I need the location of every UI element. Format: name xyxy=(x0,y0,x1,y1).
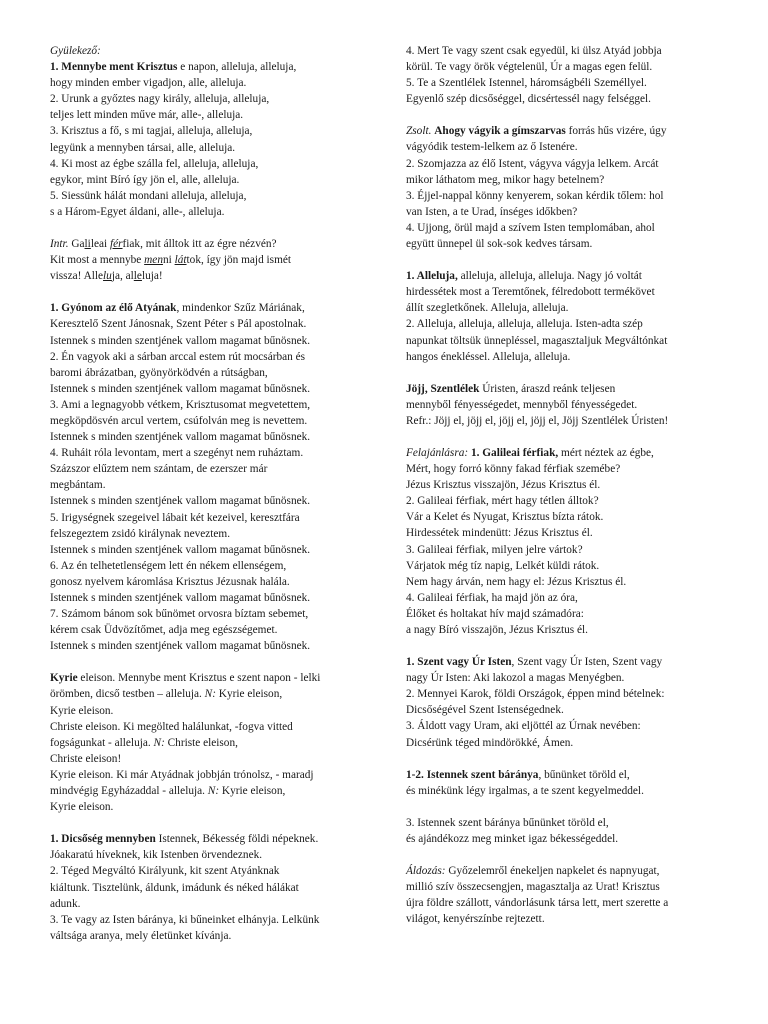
text-line xyxy=(50,606,377,622)
text-run: Vár a Kelet és Nyugat, Krisztus bízta rátok. xyxy=(406,511,604,524)
text-run: váltsága aranya, mely életünket kívánja. xyxy=(50,929,232,942)
text-run: Kyrie xyxy=(50,672,78,685)
text-line xyxy=(50,91,377,107)
text-run: hogy minden ember vigadjon, alle, alleluja. xyxy=(50,77,247,90)
text-run: ni xyxy=(162,254,175,267)
text-line xyxy=(406,204,722,220)
text-run: 2. Én vagyok aki a sárban arccal estem rút mocsárban és xyxy=(50,350,306,363)
text-line xyxy=(406,863,722,879)
text-block xyxy=(406,863,722,927)
text-run: 4. Ujjong, örül majd a szívem Isten templomában, ahol xyxy=(406,221,655,234)
text-run: e napon, alleluja, alleluja, xyxy=(177,61,297,74)
text-run: millió szív összecsengjen, magasztalja az Urat! Krisztus xyxy=(406,881,660,894)
text-line xyxy=(50,686,377,702)
text-run: Istennek s minden szentjének vallom magamat bűnösnek. xyxy=(50,382,311,395)
text-run: hirdessétek most a Teremtőnek, félredobott termékövet xyxy=(406,286,655,299)
text-run: leai xyxy=(90,238,110,251)
text-run: Dicsérünk téged mindörökké, Ámen. xyxy=(406,736,574,749)
text-run: Várjatok még tíz napig, Lelkét küldi rátok. xyxy=(406,559,600,572)
text-run: Gyülekező: xyxy=(50,45,101,57)
text-line xyxy=(406,381,722,397)
text-line xyxy=(406,172,722,188)
text-run: 4. Ki most az égbe szálla fel, alleluja, alleluja, xyxy=(50,157,259,170)
text-run: 1. Galileai férfiak, xyxy=(470,446,559,459)
text-run: lát xyxy=(174,254,187,267)
text-run: luja! xyxy=(141,270,163,283)
text-run: 1. Gyónom az élő Atyának xyxy=(50,302,177,315)
text-line xyxy=(406,509,722,525)
text-line xyxy=(406,477,722,493)
text-run: 1. Dicsőség mennyben xyxy=(50,833,156,846)
text-run: Mért, hogy forró könny fakad férfiak szemébe? xyxy=(406,463,621,476)
text-line xyxy=(50,863,377,879)
text-run: örömben, dicső testben – alleluja. xyxy=(50,688,205,701)
text-run: 4. Ruháit róla levontam, mert a szegényt nem ruháztam. xyxy=(50,447,304,460)
text-block xyxy=(406,445,722,638)
text-line xyxy=(50,140,377,156)
text-run: Intr. xyxy=(50,238,69,251)
text-line xyxy=(406,622,722,638)
text-line xyxy=(50,928,377,944)
text-block xyxy=(406,654,722,751)
text-run: Jézus Krisztus visszajön, Jézus Krisztus él. xyxy=(406,479,601,492)
text-line xyxy=(406,590,722,606)
text-run: eleison. Mennybe ment Krisztus e szent napon - lelki xyxy=(77,672,321,685)
text-line xyxy=(406,831,722,847)
text-line xyxy=(406,316,722,332)
text-run: kérem csak Üdvözítőmet, adja meg egészségemet. xyxy=(50,624,278,637)
text-run: egykor, mint Bíró így jön el, alle, alleluja. xyxy=(50,173,240,186)
text-line xyxy=(50,413,377,429)
text-line xyxy=(50,574,377,590)
text-run: li xyxy=(84,238,91,251)
text-run: vissza! Alle xyxy=(50,270,104,283)
text-line xyxy=(406,349,722,365)
text-line xyxy=(50,558,377,574)
text-run: Ahogy vágyik a gímszarvas xyxy=(434,125,566,138)
text-block xyxy=(50,670,377,815)
text-line xyxy=(406,188,722,204)
text-line xyxy=(50,316,377,332)
text-run: és ajándékozz meg minket igaz békességeddel. xyxy=(406,832,619,845)
text-line xyxy=(406,670,722,686)
text-run: Győzelemről énekeljen napkelet és napnyugat, xyxy=(445,865,660,878)
text-run: , mindenkor Szűz Máriának, xyxy=(176,302,305,315)
text-run: le xyxy=(133,270,142,283)
text-run: alleluja, alleluja, alleluja. Nagy jó voltát xyxy=(457,270,642,283)
text-run: világot, kenyérszínbe rejtezett. xyxy=(406,913,545,926)
text-run: Kyrie eleison. xyxy=(50,801,114,814)
text-line xyxy=(406,911,722,927)
text-run: Kyrie eleison, xyxy=(219,785,286,798)
text-line xyxy=(50,912,377,928)
text-line xyxy=(50,719,377,735)
text-run: Kit most a mennybe xyxy=(50,254,145,267)
text-run: mindvégig Egyházaddal - alleluja. xyxy=(50,785,208,798)
text-run: Istennek s minden szentjének vallom magamat bűnösnek. xyxy=(50,334,311,347)
text-run: Istennek s minden szentjének vallom magamat bűnösnek. xyxy=(50,431,311,444)
text-line xyxy=(406,461,722,477)
text-run: Jóakaratú híveknek, kik Istenben örvendeznek. xyxy=(50,849,263,862)
text-line xyxy=(406,654,722,670)
text-run: Kyrie eleison. xyxy=(50,704,114,717)
text-line xyxy=(406,445,722,461)
text-run: 2. Mennyei Karok, földi Országok, éppen mind bételnek: xyxy=(406,688,665,701)
text-run: fér xyxy=(109,238,123,251)
text-run: men xyxy=(144,254,163,267)
text-line xyxy=(406,525,722,541)
text-line xyxy=(406,284,722,300)
text-run: Áldozás: xyxy=(406,865,446,878)
text-line xyxy=(406,895,722,911)
text-line xyxy=(406,300,722,316)
text-line xyxy=(50,847,377,863)
text-run: Keresztelő Szent Jánosnak, Szent Péter s Pál apostolnak. xyxy=(50,318,307,331)
text-line xyxy=(50,188,377,204)
text-run: Christe eleison, xyxy=(164,736,238,749)
text-line xyxy=(406,718,722,734)
text-line xyxy=(50,526,377,542)
text-run: 4. Galileai férfiak, ha majd jön az óra, xyxy=(406,591,578,604)
text-line xyxy=(50,670,377,686)
text-line xyxy=(50,107,377,123)
text-line xyxy=(50,156,377,172)
text-line xyxy=(50,896,377,912)
text-run: és minékünk légy irgalmas, a te szent kegyelmeddel. xyxy=(406,784,644,797)
text-run: Élőket és holtakat hív majd számadóra: xyxy=(406,607,584,620)
text-run: 3. Te vagy az Isten báránya, ki bűneinket elhányja. Lelkünk xyxy=(50,913,320,926)
text-run: 6. Az én telhetetlenségem lett én nékem ellenségem, xyxy=(50,559,287,572)
text-run: Christe eleison! xyxy=(50,752,122,765)
text-run: hangos énekléssel. Alleluja, alleluja. xyxy=(406,350,571,363)
text-run: Istennek s minden szentjének vallom magamat bűnösnek. xyxy=(50,592,311,604)
text-line xyxy=(406,220,722,236)
text-run: 3. Istennek szent báránya bűnünket töröld el, xyxy=(406,816,609,829)
text-line xyxy=(50,397,377,413)
text-block xyxy=(406,767,722,799)
text-line xyxy=(406,123,722,139)
text-line xyxy=(50,43,377,59)
text-run: mikor láthatom meg, mikor hagy betelnem? xyxy=(406,173,605,186)
text-run: 3. Áldott vagy Uram, aki eljöttél az Úrnak nevében: xyxy=(406,720,641,733)
text-line xyxy=(406,558,722,574)
text-line xyxy=(406,815,722,831)
text-run: Úristen, áraszd reánk teljesen xyxy=(479,382,616,395)
text-line xyxy=(50,429,377,445)
text-line xyxy=(50,831,377,847)
text-run: 1. Szent vagy Úr Isten xyxy=(406,656,512,669)
text-run: ja, al xyxy=(111,270,134,283)
text-run: Dicsőségével Szent Istenségednek. xyxy=(406,704,564,717)
text-line xyxy=(50,735,377,751)
text-line xyxy=(406,59,722,75)
text-run: kiáltunk. Tisztelünk, áldunk, imádunk és néked hálákat xyxy=(50,881,299,894)
text-line xyxy=(50,799,377,815)
text-block xyxy=(406,123,722,252)
text-line xyxy=(406,333,722,349)
text-run: 4. Mert Te vagy szent csak egyedül, ki ülsz Atyád jobbja xyxy=(406,45,662,57)
text-line xyxy=(50,493,377,509)
text-run: Hirdessétek mindenütt: Jézus Krisztus él. xyxy=(406,527,593,540)
text-line xyxy=(50,880,377,896)
text-run: Istennek s minden szentjének vallom magamat bűnösnek. xyxy=(50,543,311,556)
text-run: gonosz nyelvem káromlása Krisztus Jézusnak halála. xyxy=(50,575,290,588)
text-run: 1. Mennybe ment Krisztus xyxy=(50,61,178,74)
text-line xyxy=(50,381,377,397)
text-run: megköpdösvén arcul vertem, csúfolván meg is nevettem. xyxy=(50,414,308,427)
text-run: lu xyxy=(103,270,112,283)
text-run: együtt ünnepel ül sok-sok kedves társam. xyxy=(406,238,593,251)
text-run: Zsolt. xyxy=(406,125,432,138)
text-line xyxy=(50,268,377,284)
text-line xyxy=(50,703,377,719)
text-run: Christe eleison. Ki megölted halálunkat, -fogva vitted xyxy=(50,720,293,733)
text-run: s a Három-Egyet áldani, alle-, alleluja. xyxy=(50,205,225,218)
left-column xyxy=(50,43,377,960)
text-run: 1. Alleluja, xyxy=(406,270,458,283)
text-line xyxy=(50,236,377,252)
text-line xyxy=(406,75,722,91)
text-run: 5. Siessünk hálát mondani alleluja, alleluja, xyxy=(50,189,247,202)
text-run: , Szent vagy Úr Isten, Szent vagy xyxy=(511,656,663,669)
text-run: Kyrie eleison. Ki már Atyádnak jobbján trónolsz, - maradj xyxy=(50,768,314,781)
text-run: N: xyxy=(153,736,165,749)
text-run: nagy Úr Isten: Aki lakozol a magas Menyégben. xyxy=(406,672,625,685)
text-run: mennyből fényességedet, mennyből fényességedet. xyxy=(406,398,638,411)
text-line xyxy=(50,445,377,461)
text-line xyxy=(406,493,722,509)
text-line xyxy=(50,590,377,606)
text-line xyxy=(406,686,722,702)
text-line xyxy=(406,43,722,59)
text-run: fiak, mit álltok itt az égre nézvén? xyxy=(122,238,277,251)
text-line xyxy=(406,574,722,590)
text-line xyxy=(50,638,377,654)
text-line xyxy=(50,349,377,365)
text-run: 3. Krisztus a fő, s mi tagjai, alleluja, alleluja, xyxy=(50,125,253,138)
text-run: Istennek s minden szentjének vallom magamat bűnösnek. xyxy=(50,640,311,653)
text-block xyxy=(406,43,722,107)
text-line xyxy=(50,333,377,349)
text-run: a nagy Bíró visszajön, Jézus Krisztus él. xyxy=(406,624,588,636)
text-line xyxy=(406,735,722,751)
text-run: Egyenlő szép dicsőséggel, dicsértessél nagy felséggel. xyxy=(406,93,652,106)
text-line xyxy=(50,751,377,767)
text-line xyxy=(50,510,377,526)
text-run: körül. Te vagy örök végtelenül, Úr a magas egen felül. xyxy=(406,61,653,74)
text-run: állít szegletkőnek. Alleluja, alleluja. xyxy=(406,302,569,315)
text-run: forrás hűs vizére, úgy xyxy=(565,125,667,138)
text-block xyxy=(50,300,377,654)
text-run: N: xyxy=(207,785,220,798)
text-line xyxy=(406,91,722,107)
text-line xyxy=(406,767,722,783)
text-run: teljes lett minden műve már, alle-, alleluja. xyxy=(50,109,244,122)
text-block xyxy=(50,236,377,284)
text-line xyxy=(50,300,377,316)
text-block xyxy=(50,43,377,220)
text-run: 5. Irigységnek szegeivel lábait két kezeivel, keresztfára xyxy=(50,511,300,524)
text-run: Felajánlásra: xyxy=(406,446,469,459)
text-line xyxy=(50,59,377,75)
text-run: van Isten, a te Urad, ínséges időkben? xyxy=(406,205,578,218)
text-block xyxy=(406,268,722,365)
text-run: felszegeztem zsidó királynak neveztem. xyxy=(50,527,231,540)
text-run: legyünk a mennyben társai, alle, alleluja. xyxy=(50,141,236,154)
text-run: 3. Galileai férfiak, milyen jelre vártok? xyxy=(406,543,583,556)
text-run: adunk. xyxy=(50,897,81,910)
text-run: 2. Urunk a győztes nagy király, alleluja, alleluja, xyxy=(50,93,270,106)
text-run: 2. Alleluja, alleluja, alleluja, alleluja. Isten-adta szép xyxy=(406,318,643,331)
right-column xyxy=(406,43,722,943)
text-run: baromi ábrázatban, gyönyörködvén a rútságban, xyxy=(50,366,268,379)
text-line xyxy=(50,783,377,799)
text-run: megbántam. xyxy=(50,479,106,492)
text-line xyxy=(406,236,722,252)
text-run: 3. Ami a legnagyobb vétkem, Krisztusomat megvetettem, xyxy=(50,398,311,411)
text-line xyxy=(50,461,377,477)
text-run: Istennek, Békesség földi népeknek. xyxy=(155,833,319,846)
text-run: Nem hagy árván, nem hagy el: Jézus Krisztus él. xyxy=(406,575,627,588)
text-run: N: xyxy=(204,688,216,701)
text-line xyxy=(50,252,377,268)
text-run: Százszor elűztem nem szántam, de ezerszer már xyxy=(50,463,268,476)
text-line xyxy=(406,702,722,718)
text-run: Istennek s minden szentjének vallom magamat bűnösnek. xyxy=(50,495,311,508)
text-run: 7. Számom bánom sok bűnömet orvosra bíztam sebemet, xyxy=(50,608,309,621)
text-block xyxy=(50,831,377,944)
text-run: napunkat töltsük ünnepléssel, magasztaljuk Megváltónkat xyxy=(406,334,668,347)
text-line xyxy=(50,204,377,220)
text-line xyxy=(50,767,377,783)
text-run: 3. Éjjel-nappal könny kenyerem, sokan kérdik tőlem: hol xyxy=(406,189,664,202)
text-run: 2. Szomjazza az élő Istent, vágyva vágyja lelkem. Arcát xyxy=(406,157,659,170)
text-line xyxy=(406,542,722,558)
text-block xyxy=(406,815,722,847)
text-run: újra földre szállott, vándorlásunk társa lett, mert szerette a xyxy=(406,897,669,910)
text-line xyxy=(50,172,377,188)
text-line xyxy=(50,123,377,139)
text-line xyxy=(50,477,377,493)
text-run: Jöjj, Szentlélek xyxy=(406,382,480,395)
text-run: Kyrie eleison, xyxy=(215,688,283,701)
text-run: tok, így jön majd ismét xyxy=(186,254,292,267)
text-line xyxy=(406,413,722,429)
text-run: vágyódik testem-lelkem az ő Istenére. xyxy=(406,141,578,154)
text-run: fogságunkat - alleluja. xyxy=(50,736,154,749)
text-line xyxy=(406,268,722,284)
text-run: Ga xyxy=(68,238,85,251)
text-block xyxy=(406,381,722,429)
text-run: mért néztek az égbe, xyxy=(558,446,654,459)
text-run: , bűnünket töröld el, xyxy=(538,768,630,781)
text-line xyxy=(50,75,377,91)
text-run: 5. Te a Szentlélek Istennel, háromságbéli Személlyel. xyxy=(406,77,647,90)
text-line xyxy=(406,606,722,622)
text-run: 2. Galileai férfiak, mért hagy tétlen álltok? xyxy=(406,495,599,508)
text-run: 2. Téged Megváltó Királyunk, kit szent Atyánknak xyxy=(50,865,280,878)
text-line xyxy=(50,365,377,381)
text-line xyxy=(406,879,722,895)
text-line xyxy=(406,783,722,799)
text-run: 1-2. Istennek szent báránya xyxy=(406,768,539,781)
text-run: Refr.: Jöjj el, jöjj el, jöjj el, jöjj el, Jöjj Szentlélek Úristen! xyxy=(406,414,669,427)
text-line xyxy=(50,622,377,638)
text-line xyxy=(50,542,377,558)
text-line xyxy=(406,397,722,413)
text-line xyxy=(406,139,722,155)
text-line xyxy=(406,156,722,172)
